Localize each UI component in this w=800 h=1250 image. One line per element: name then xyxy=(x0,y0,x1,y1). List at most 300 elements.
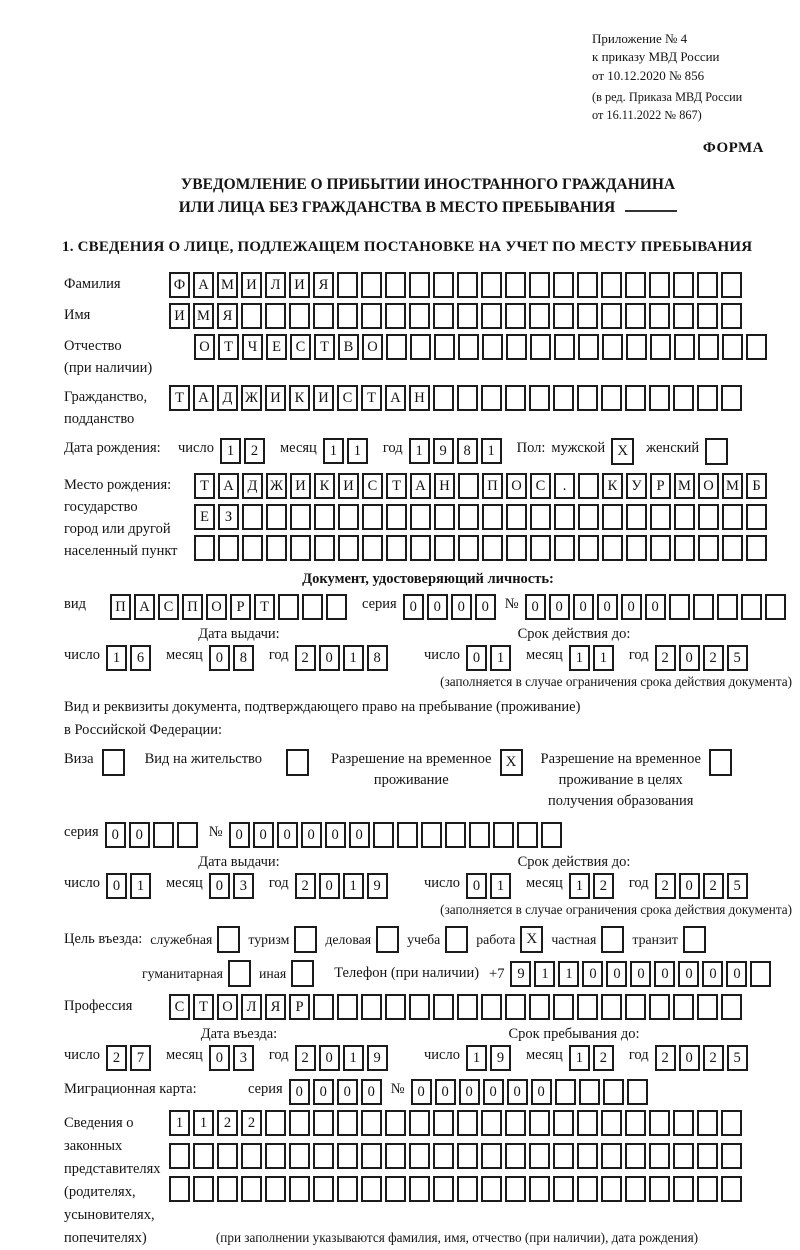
char-box[interactable] xyxy=(458,473,479,499)
char-box[interactable]: 1 xyxy=(569,873,590,899)
char-box[interactable] xyxy=(674,504,695,530)
char-box[interactable]: 0 xyxy=(319,873,340,899)
char-box[interactable] xyxy=(530,334,551,360)
char-box[interactable]: 0 xyxy=(325,822,346,848)
char-box[interactable]: К xyxy=(314,473,335,499)
char-box[interactable]: А xyxy=(218,473,239,499)
char-box[interactable]: 2 xyxy=(655,1045,676,1071)
char-box[interactable] xyxy=(266,535,287,561)
char-box[interactable]: 8 xyxy=(457,438,478,464)
char-box[interactable]: А xyxy=(410,473,431,499)
char-box[interactable] xyxy=(241,1143,262,1169)
char-box[interactable] xyxy=(601,272,622,298)
char-box[interactable]: 0 xyxy=(319,645,340,671)
char-box[interactable] xyxy=(674,334,695,360)
char-box[interactable]: 2 xyxy=(655,645,676,671)
char-box[interactable] xyxy=(373,822,394,848)
char-box[interactable] xyxy=(529,1143,550,1169)
char-box[interactable]: 9 xyxy=(367,1045,388,1071)
char-box[interactable] xyxy=(482,535,503,561)
char-box[interactable] xyxy=(505,1176,526,1202)
char-box[interactable] xyxy=(313,994,334,1020)
purpose-humanitarian-checkbox[interactable] xyxy=(228,960,251,987)
char-box[interactable] xyxy=(698,504,719,530)
char-box[interactable] xyxy=(505,272,526,298)
char-box[interactable]: П xyxy=(110,594,131,620)
char-box[interactable] xyxy=(361,303,382,329)
char-box[interactable]: 0 xyxy=(277,822,298,848)
char-box[interactable]: 1 xyxy=(169,1110,190,1136)
char-box[interactable]: О xyxy=(217,994,238,1020)
char-box[interactable]: 1 xyxy=(490,645,511,671)
char-box[interactable] xyxy=(625,303,646,329)
char-box[interactable]: К xyxy=(602,473,623,499)
char-box[interactable]: О xyxy=(194,334,215,360)
char-box[interactable] xyxy=(554,504,575,530)
char-box[interactable]: 0 xyxy=(466,645,487,671)
char-box[interactable] xyxy=(577,1143,598,1169)
char-box[interactable]: К xyxy=(289,385,310,411)
char-box[interactable] xyxy=(409,994,430,1020)
char-box[interactable] xyxy=(554,535,575,561)
char-box[interactable]: О xyxy=(206,594,227,620)
char-box[interactable] xyxy=(601,1176,622,1202)
char-box[interactable] xyxy=(650,535,671,561)
char-box[interactable]: 2 xyxy=(241,1110,262,1136)
char-box[interactable] xyxy=(673,1143,694,1169)
char-box[interactable]: 0 xyxy=(630,961,651,987)
purpose-other-checkbox[interactable] xyxy=(291,960,314,987)
char-box[interactable]: 1 xyxy=(409,438,430,464)
char-box[interactable] xyxy=(434,504,455,530)
char-box[interactable]: И xyxy=(290,473,311,499)
char-box[interactable]: 0 xyxy=(301,822,322,848)
char-box[interactable] xyxy=(746,535,767,561)
char-box[interactable] xyxy=(337,994,358,1020)
char-box[interactable] xyxy=(505,994,526,1020)
char-box[interactable] xyxy=(530,535,551,561)
char-box[interactable] xyxy=(765,594,786,620)
char-box[interactable] xyxy=(721,272,742,298)
char-box[interactable]: В xyxy=(338,334,359,360)
char-box[interactable]: 1 xyxy=(558,961,579,987)
char-box[interactable] xyxy=(741,594,762,620)
char-box[interactable] xyxy=(266,504,287,530)
char-box[interactable]: Р xyxy=(230,594,251,620)
char-box[interactable] xyxy=(289,303,310,329)
char-box[interactable]: А xyxy=(193,385,214,411)
char-box[interactable] xyxy=(177,822,198,848)
char-box[interactable]: 0 xyxy=(411,1079,432,1105)
char-box[interactable] xyxy=(409,303,430,329)
char-box[interactable]: 1 xyxy=(569,1045,590,1071)
char-box[interactable] xyxy=(721,994,742,1020)
purpose-official-checkbox[interactable] xyxy=(217,926,240,953)
char-box[interactable] xyxy=(578,535,599,561)
char-box[interactable]: 0 xyxy=(621,594,642,620)
char-box[interactable]: Ф xyxy=(169,272,190,298)
char-box[interactable] xyxy=(481,1110,502,1136)
char-box[interactable] xyxy=(602,535,623,561)
char-box[interactable]: 0 xyxy=(319,1045,340,1071)
char-box[interactable] xyxy=(362,504,383,530)
char-box[interactable]: . xyxy=(554,473,575,499)
char-box[interactable] xyxy=(553,303,574,329)
purpose-private-checkbox[interactable] xyxy=(601,926,624,953)
char-box[interactable]: 6 xyxy=(130,645,151,671)
char-box[interactable] xyxy=(409,272,430,298)
char-box[interactable] xyxy=(626,334,647,360)
char-box[interactable]: Т xyxy=(254,594,275,620)
char-box[interactable] xyxy=(553,385,574,411)
char-box[interactable] xyxy=(674,535,695,561)
char-box[interactable]: Т xyxy=(193,994,214,1020)
char-box[interactable] xyxy=(302,594,323,620)
char-box[interactable] xyxy=(541,822,562,848)
char-box[interactable]: 0 xyxy=(451,594,472,620)
char-box[interactable]: Н xyxy=(409,385,430,411)
option-visa-checkbox[interactable] xyxy=(102,749,125,776)
char-box[interactable]: 0 xyxy=(106,873,127,899)
char-box[interactable] xyxy=(722,535,743,561)
char-box[interactable]: Я xyxy=(313,272,334,298)
char-box[interactable]: Т xyxy=(361,385,382,411)
char-box[interactable] xyxy=(410,334,431,360)
purpose-work-checkbox[interactable]: X xyxy=(520,926,543,953)
char-box[interactable] xyxy=(697,303,718,329)
char-box[interactable]: 5 xyxy=(727,645,748,671)
char-box[interactable] xyxy=(385,303,406,329)
char-box[interactable] xyxy=(649,303,670,329)
char-box[interactable] xyxy=(337,303,358,329)
char-box[interactable] xyxy=(579,1079,600,1105)
char-box[interactable]: 0 xyxy=(129,822,150,848)
char-box[interactable]: 0 xyxy=(229,822,250,848)
char-box[interactable]: 0 xyxy=(702,961,723,987)
char-box[interactable] xyxy=(649,1143,670,1169)
char-box[interactable] xyxy=(717,594,738,620)
char-box[interactable] xyxy=(361,1143,382,1169)
char-box[interactable] xyxy=(385,1110,406,1136)
char-box[interactable]: 9 xyxy=(367,873,388,899)
char-box[interactable] xyxy=(409,1110,430,1136)
char-box[interactable] xyxy=(577,1110,598,1136)
char-box[interactable] xyxy=(673,385,694,411)
char-box[interactable]: Е xyxy=(266,334,287,360)
char-box[interactable] xyxy=(721,1110,742,1136)
char-box[interactable] xyxy=(313,303,334,329)
char-box[interactable]: 2 xyxy=(244,438,265,464)
char-box[interactable]: 5 xyxy=(727,1045,748,1071)
char-box[interactable]: Т xyxy=(194,473,215,499)
char-box[interactable]: 1 xyxy=(490,873,511,899)
char-box[interactable] xyxy=(361,272,382,298)
char-box[interactable]: 0 xyxy=(679,873,700,899)
char-box[interactable]: 0 xyxy=(361,1079,382,1105)
char-box[interactable] xyxy=(169,1143,190,1169)
char-box[interactable]: 9 xyxy=(510,961,531,987)
char-box[interactable] xyxy=(626,504,647,530)
char-box[interactable] xyxy=(481,385,502,411)
char-box[interactable]: 0 xyxy=(483,1079,504,1105)
char-box[interactable]: 1 xyxy=(593,645,614,671)
char-box[interactable]: И xyxy=(289,272,310,298)
char-box[interactable]: 0 xyxy=(679,645,700,671)
char-box[interactable] xyxy=(445,822,466,848)
char-box[interactable] xyxy=(409,1176,430,1202)
char-box[interactable]: 0 xyxy=(289,1079,310,1105)
char-box[interactable]: О xyxy=(698,473,719,499)
char-box[interactable] xyxy=(601,994,622,1020)
char-box[interactable]: 2 xyxy=(217,1110,238,1136)
char-box[interactable] xyxy=(482,334,503,360)
char-box[interactable] xyxy=(673,303,694,329)
char-box[interactable] xyxy=(698,535,719,561)
char-box[interactable] xyxy=(577,994,598,1020)
char-box[interactable]: О xyxy=(506,473,527,499)
char-box[interactable] xyxy=(625,994,646,1020)
char-box[interactable]: 0 xyxy=(654,961,675,987)
char-box[interactable]: 0 xyxy=(597,594,618,620)
char-box[interactable] xyxy=(673,1176,694,1202)
char-box[interactable] xyxy=(601,1143,622,1169)
purpose-study-checkbox[interactable] xyxy=(445,926,468,953)
char-box[interactable]: М xyxy=(674,473,695,499)
char-box[interactable] xyxy=(313,1143,334,1169)
char-box[interactable]: 0 xyxy=(337,1079,358,1105)
char-box[interactable]: Н xyxy=(434,473,455,499)
char-box[interactable] xyxy=(693,594,714,620)
char-box[interactable] xyxy=(433,1110,454,1136)
char-box[interactable] xyxy=(314,535,335,561)
char-box[interactable]: 1 xyxy=(481,438,502,464)
char-box[interactable] xyxy=(673,994,694,1020)
char-box[interactable] xyxy=(650,504,671,530)
char-box[interactable]: 0 xyxy=(573,594,594,620)
char-box[interactable]: 0 xyxy=(645,594,666,620)
char-box[interactable] xyxy=(361,994,382,1020)
char-box[interactable]: 1 xyxy=(343,873,364,899)
char-box[interactable] xyxy=(697,1143,718,1169)
char-box[interactable]: 2 xyxy=(106,1045,127,1071)
char-box[interactable] xyxy=(386,504,407,530)
char-box[interactable]: 2 xyxy=(593,1045,614,1071)
char-box[interactable] xyxy=(481,994,502,1020)
char-box[interactable]: Л xyxy=(241,994,262,1020)
char-box[interactable] xyxy=(361,1110,382,1136)
char-box[interactable] xyxy=(602,504,623,530)
char-box[interactable]: 1 xyxy=(106,645,127,671)
char-box[interactable]: 0 xyxy=(313,1079,334,1105)
char-box[interactable]: 2 xyxy=(703,1045,724,1071)
char-box[interactable] xyxy=(337,1143,358,1169)
char-box[interactable] xyxy=(433,385,454,411)
char-box[interactable] xyxy=(530,504,551,530)
char-box[interactable] xyxy=(217,1143,238,1169)
char-box[interactable] xyxy=(458,334,479,360)
char-box[interactable] xyxy=(457,1143,478,1169)
char-box[interactable] xyxy=(289,1110,310,1136)
char-box[interactable]: Я xyxy=(265,994,286,1020)
char-box[interactable]: Б xyxy=(746,473,767,499)
char-box[interactable]: 1 xyxy=(130,873,151,899)
char-box[interactable]: С xyxy=(530,473,551,499)
char-box[interactable] xyxy=(649,385,670,411)
purpose-business-checkbox[interactable] xyxy=(376,926,399,953)
char-box[interactable] xyxy=(458,535,479,561)
char-box[interactable] xyxy=(434,334,455,360)
char-box[interactable] xyxy=(553,1143,574,1169)
char-box[interactable]: 7 xyxy=(130,1045,151,1071)
char-box[interactable] xyxy=(481,303,502,329)
char-box[interactable]: 0 xyxy=(459,1079,480,1105)
char-box[interactable] xyxy=(217,1176,238,1202)
char-box[interactable] xyxy=(553,994,574,1020)
char-box[interactable]: 2 xyxy=(295,873,316,899)
char-box[interactable] xyxy=(469,822,490,848)
char-box[interactable]: С xyxy=(290,334,311,360)
char-box[interactable] xyxy=(529,303,550,329)
char-box[interactable] xyxy=(193,1176,214,1202)
char-box[interactable] xyxy=(290,504,311,530)
char-box[interactable] xyxy=(482,504,503,530)
char-box[interactable] xyxy=(697,272,718,298)
char-box[interactable]: 0 xyxy=(403,594,424,620)
char-box[interactable] xyxy=(385,994,406,1020)
char-box[interactable] xyxy=(601,385,622,411)
char-box[interactable] xyxy=(457,994,478,1020)
char-box[interactable] xyxy=(457,303,478,329)
char-box[interactable]: 2 xyxy=(655,873,676,899)
char-box[interactable] xyxy=(493,822,514,848)
char-box[interactable]: С xyxy=(362,473,383,499)
char-box[interactable]: 0 xyxy=(582,961,603,987)
char-box[interactable] xyxy=(433,303,454,329)
char-box[interactable]: 2 xyxy=(703,873,724,899)
char-box[interactable] xyxy=(697,385,718,411)
char-box[interactable] xyxy=(554,334,575,360)
char-box[interactable] xyxy=(721,385,742,411)
char-box[interactable]: Ж xyxy=(266,473,287,499)
char-box[interactable]: З xyxy=(218,504,239,530)
char-box[interactable]: 0 xyxy=(466,873,487,899)
char-box[interactable]: Р xyxy=(650,473,671,499)
char-box[interactable]: М xyxy=(193,303,214,329)
char-box[interactable] xyxy=(721,1176,742,1202)
char-box[interactable] xyxy=(601,303,622,329)
char-box[interactable]: 0 xyxy=(475,594,496,620)
option-temp-residence-education-checkbox[interactable] xyxy=(709,749,732,776)
char-box[interactable] xyxy=(506,504,527,530)
char-box[interactable] xyxy=(746,504,767,530)
char-box[interactable] xyxy=(153,822,174,848)
char-box[interactable] xyxy=(625,1143,646,1169)
char-box[interactable] xyxy=(386,535,407,561)
char-box[interactable] xyxy=(625,272,646,298)
char-box[interactable] xyxy=(553,1176,574,1202)
char-box[interactable] xyxy=(603,1079,624,1105)
char-box[interactable] xyxy=(338,535,359,561)
char-box[interactable]: 0 xyxy=(435,1079,456,1105)
char-box[interactable] xyxy=(385,1143,406,1169)
char-box[interactable] xyxy=(457,272,478,298)
char-box[interactable]: Ч xyxy=(242,334,263,360)
char-box[interactable]: А xyxy=(385,385,406,411)
char-box[interactable] xyxy=(627,1079,648,1105)
purpose-tourism-checkbox[interactable] xyxy=(294,926,317,953)
char-box[interactable]: 1 xyxy=(193,1110,214,1136)
char-box[interactable]: 9 xyxy=(433,438,454,464)
char-box[interactable]: 1 xyxy=(466,1045,487,1071)
char-box[interactable] xyxy=(457,1110,478,1136)
char-box[interactable]: Д xyxy=(217,385,238,411)
char-box[interactable] xyxy=(746,334,767,360)
char-box[interactable] xyxy=(577,272,598,298)
char-box[interactable]: 8 xyxy=(367,645,388,671)
char-box[interactable] xyxy=(361,1176,382,1202)
char-box[interactable]: У xyxy=(626,473,647,499)
char-box[interactable] xyxy=(481,272,502,298)
char-box[interactable] xyxy=(434,535,455,561)
char-box[interactable] xyxy=(241,1176,262,1202)
sex-female-checkbox[interactable] xyxy=(705,438,728,465)
char-box[interactable] xyxy=(265,1176,286,1202)
char-box[interactable] xyxy=(625,385,646,411)
char-box[interactable] xyxy=(410,535,431,561)
char-box[interactable] xyxy=(337,272,358,298)
char-box[interactable] xyxy=(506,535,527,561)
char-box[interactable] xyxy=(625,1110,646,1136)
char-box[interactable] xyxy=(289,1176,310,1202)
char-box[interactable] xyxy=(278,594,299,620)
char-box[interactable]: С xyxy=(158,594,179,620)
char-box[interactable] xyxy=(397,822,418,848)
char-box[interactable]: 0 xyxy=(549,594,570,620)
char-box[interactable] xyxy=(481,1143,502,1169)
char-box[interactable] xyxy=(750,961,771,987)
blank-underline[interactable] xyxy=(625,197,677,212)
char-box[interactable]: Т xyxy=(169,385,190,411)
char-box[interactable]: 0 xyxy=(679,1045,700,1071)
char-box[interactable] xyxy=(433,272,454,298)
char-box[interactable] xyxy=(289,1143,310,1169)
char-box[interactable]: 0 xyxy=(349,822,370,848)
char-box[interactable] xyxy=(578,504,599,530)
char-box[interactable] xyxy=(362,535,383,561)
char-box[interactable] xyxy=(649,272,670,298)
char-box[interactable]: 0 xyxy=(531,1079,552,1105)
char-box[interactable] xyxy=(313,1176,334,1202)
char-box[interactable]: Ж xyxy=(241,385,262,411)
char-box[interactable] xyxy=(505,303,526,329)
char-box[interactable]: 2 xyxy=(295,645,316,671)
char-box[interactable]: 9 xyxy=(490,1045,511,1071)
char-box[interactable] xyxy=(326,594,347,620)
char-box[interactable] xyxy=(218,535,239,561)
char-box[interactable] xyxy=(386,334,407,360)
char-box[interactable] xyxy=(433,1176,454,1202)
char-box[interactable] xyxy=(337,1110,358,1136)
option-residence-permit-checkbox[interactable] xyxy=(286,749,309,776)
char-box[interactable] xyxy=(669,594,690,620)
char-box[interactable] xyxy=(697,994,718,1020)
char-box[interactable] xyxy=(721,303,742,329)
char-box[interactable]: И xyxy=(169,303,190,329)
char-box[interactable] xyxy=(650,334,671,360)
char-box[interactable] xyxy=(242,535,263,561)
char-box[interactable] xyxy=(242,504,263,530)
char-box[interactable] xyxy=(313,1110,334,1136)
